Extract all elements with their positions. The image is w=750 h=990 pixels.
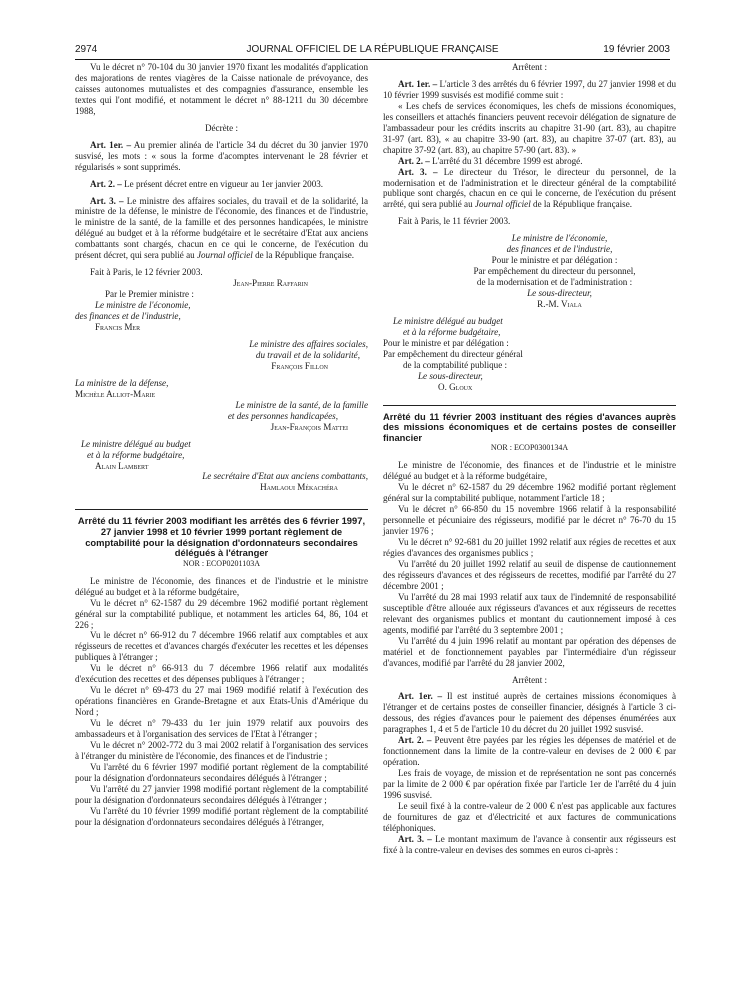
nor-reference: NOR : ECOP0300134A bbox=[490, 443, 569, 453]
signatory-title: du travail et de la solidarité, bbox=[255, 349, 360, 360]
signature-name: Alain Lambert bbox=[95, 460, 149, 471]
delegation-line: Par empêchement du directeur général bbox=[383, 348, 523, 359]
visa: Vu le décret n° 92-681 du 20 juillet 1992 relatif aux régies de recettes et aux régies d'avances des organismes publics ; bbox=[383, 537, 676, 559]
visa: Vu l'arrêté du 28 mai 1993 relatif aux taux de l'indemnité de responsabilité susceptible d'être allouée aux régisseurs d'avances et aux régisseurs de recettes relevant des organismes publics et montant du cautionnement imposé à ces agents, modifié par l'arrêté du 3 septembre 2001 ; bbox=[383, 591, 676, 635]
signature-name: O. Gloux bbox=[438, 381, 473, 392]
signatory-title: Le ministre de la santé, de la famille bbox=[235, 399, 368, 410]
visa: Vu l'arrêté du 10 février 1999 modifié portant règlement de la comptabilité pour la désignation d'ordonnateurs secondaires délégués à l'étranger, bbox=[75, 805, 368, 827]
visa: Vu l'arrêté du 4 juin 1996 relatif au montant par opération des dépenses de matériel et de fonctionnement payables par l'intermédiaire d'un régisseur d'avances, modifié par l'arrêté du 28 janvier 2002, bbox=[383, 635, 676, 668]
delegation-line: Pour le ministre et par délégation : bbox=[383, 337, 509, 348]
signatory-title: Le sous-directeur, bbox=[527, 288, 592, 299]
fait-date: Fait à Paris, le 11 février 2003. bbox=[398, 216, 511, 227]
issue-date: 19 février 2003 bbox=[603, 44, 670, 55]
journal-title: JOURNAL OFFICIEL DE LA RÉPUBLIQUE FRANÇAISE bbox=[246, 44, 499, 55]
visa: Vu le décret n° 62-1587 du 29 décembre 1962 modifié portant règlement général sur la comptabilité publique, notamment l'article 18 ; bbox=[383, 482, 676, 504]
paragraph: Le seuil fixé à la contre-valeur de 2 000 € n'est pas applicable aux factures de fournitures de gaz et d'électricité et aux factures de communications téléphoniques. bbox=[383, 801, 676, 833]
signature-name: Hamlaoui Mékachéra bbox=[260, 482, 338, 493]
left-column bbox=[75, 62, 368, 828]
article-2: Art. 2. – Peuvent être payées par les régies les dépenses de matériel et de fonctionnement dans la limite de la contre-valeur en devises de 2 000 € par opération. bbox=[383, 735, 676, 768]
visa: Vu le décret n° 66-850 du 15 novembre 1966 relatif à la responsabilité personnelle et pécuniaire des régisseurs, modifié par le décret n° 76-70 du 15 janvier 1976 ; bbox=[383, 504, 676, 537]
visa: Vu le décret n° 2002-772 du 3 mai 2002 relatif à l'organisation des services à l'étranger du ministère de l'économie, des finances et de l'industrie ; bbox=[75, 739, 368, 761]
article-2: Art. 2. – Le présent décret entre en vigueur au 1er janvier 2003. bbox=[90, 178, 324, 189]
signatory-title: Le sous-directeur, bbox=[418, 370, 483, 381]
article-1: Art. 1er. – Au premier alinéa de l'article 34 du décret du 30 janvier 1970 susvisé, les mots : « sous la forme d'acomptes intervenant le 28 février et régularisés » sont supprimés. bbox=[75, 139, 368, 172]
arretent-heading: Arrêtent : bbox=[511, 674, 548, 685]
signatory-title: Le secrétaire d'Etat aux anciens combattants, bbox=[202, 471, 368, 482]
nor-reference: NOR : ECOP0201103A bbox=[182, 558, 261, 568]
signatory-title: Le ministre des affaires sociales, bbox=[249, 338, 368, 349]
paragraph: Vu le décret n° 70-104 du 30 janvier 1970 fixant les modalités d'application des majorations de rentes viagères de la Caisse nationale de prévoyance, des caisses autonomes mutualistes et des compagnies d'assurance, ensemble les textes qui l'ont modifié, et notamment le décret n° 88-1211 du 30 décembre 1988, bbox=[75, 62, 368, 116]
signature-name: François Fillon bbox=[271, 360, 328, 371]
arretent-heading: Arrêtent : bbox=[511, 62, 548, 72]
signatory-title: et à la réforme budgétaire, bbox=[403, 326, 501, 337]
signatory-title: des finances et de l'industrie, bbox=[75, 311, 181, 322]
paragraph: Les frais de voyage, de mission et de représentation ne sont pas concernés par la limite de 2 000 € par opération fixée par l'article 1er de l'arrêté du 4 juin 1996 susvisé. bbox=[383, 768, 676, 801]
signatory-title: Le ministre délégué au budget bbox=[393, 316, 503, 327]
visa: Le ministre de l'économie, des finances et de l'industrie et le ministre délégué au budget et à la réforme budgétaire, bbox=[383, 460, 676, 482]
right-column bbox=[383, 62, 676, 856]
visa: Vu le décret n° 66-912 du 7 décembre 1966 relatif aux comptables et aux régisseurs de recettes et d'avances chargés d'exécuter les recettes et les dépenses publiques à l'étranger ; bbox=[75, 630, 368, 663]
signature-name: Jean-Pierre Raffarin bbox=[233, 278, 308, 289]
signatory-title: et des personnes handicapées, bbox=[227, 410, 338, 421]
article-3: Art. 3. – Le ministre des affaires sociales, du travail et de la solidarité, la ministre de la défense, le ministre de l'économie, des finances et de l'industrie, le ministre de la santé, de la famille et des personnes handicapées, le ministre délégué au budget et à la réforme budgétaire et le secrétaire d'Etat aux anciens combattants sont chargés, chacun en ce qui le concerne, de l'exécution du présent décret, qui sera publié au Journal officiel de la République française. bbox=[75, 195, 368, 261]
signature-name: R.-M. Viala bbox=[537, 299, 582, 310]
visa: Vu le décret n° 79-433 du 1er juin 1979 relatif aux pouvoirs des ambassadeurs et à l'organisation des services de l'Etat à l'étranger ; bbox=[75, 718, 368, 740]
fait-date: Fait à Paris, le 12 février 2003. bbox=[90, 267, 203, 278]
signatory-title: La ministre de la défense, bbox=[75, 377, 169, 388]
article-1-quote: « Les chefs de services économiques, les chefs de missions économiques, les conseillers et attachés financiers peuvent recevoir délégation de signature de l'ambassadeur pour les crédits inscrits au chapitre 31-90 (art. 83), au chapitre 31-97 (art. 83), « au chapitre 33-90 (art. 83), au chapitre 37-07 (art. 83), au chapitre 37-92 (art. 83), au chapitre 57-90 (art. 83). » bbox=[383, 100, 676, 155]
signatory-title: Le ministre de l'économie, bbox=[511, 233, 608, 244]
arrete-title: Arrêté du 11 février 2003 instituant des régies d'avances auprès des missions économiques et de certains postes de conseiller financier bbox=[383, 410, 676, 443]
signatory-title: Le ministre délégué au budget bbox=[81, 438, 191, 449]
visa: Vu l'arrêté du 6 février 1997 modifié portant règlement de la comptabilité pour la désignation d'ordonnateurs secondaires délégués à l'étranger ; bbox=[75, 761, 368, 783]
header-rule bbox=[75, 59, 670, 60]
visa: Vu l'arrêté du 27 janvier 1998 modifié portant règlement de la comptabilité pour la désignation d'ordonnateurs secondaires délégués à l'étranger ; bbox=[75, 783, 368, 805]
arrete-title: Arrêté du 11 février 2003 modifiant les arrêtés des 6 février 1997, 27 janvier 1998 et 10 février 1999 portant règlement de comptabilité pour la désignation d'ordonnateurs secondaires délégués à l'étranger bbox=[77, 515, 366, 559]
visa: Vu le décret n° 66-913 du 7 décembre 1966 relatif aux modalités d'exécution des recettes et des dépenses publiques à l'étranger ; bbox=[75, 663, 368, 685]
visa: Vu l'arrêté du 20 juillet 1992 relatif au seuil de dispense de cautionnement des régisseurs d'avances et des régisseurs de recettes, modifié par l'arrêté du 27 décembre 2001 ; bbox=[383, 559, 676, 591]
article-1: Art. 1er. – L'article 3 des arrêtés du 6 février 1997, du 27 janvier 1998 et du 10 février 1999 susvisés est modifié comme suit : bbox=[383, 78, 676, 100]
article-3: Art. 3. – Le montant maximum de l'avance à consentir aux régisseurs est fixé à la contre-valeur en devises des sommes en euros ci-après : bbox=[383, 833, 676, 855]
visa: Vu le décret n° 62-1587 du 29 décembre 1962 modifié portant règlement général sur la comptabilité publique, et notamment les articles 64, 86, 104 et 226 ; bbox=[75, 597, 368, 630]
delegation-line: de la modernisation et de l'administration : bbox=[476, 277, 633, 288]
page-number: 2974 bbox=[75, 44, 98, 55]
article-3: Art. 3. – Le directeur du Trésor, le directeur du personnel, de la modernisation et de l'administration et le directeur général de la comptabilité publique sont chargés, chacun en ce qui le concerne, de l'exécution du présent arrêté, qui sera publié au Journal officiel de la République française. bbox=[383, 166, 676, 210]
visa: Vu le décret n° 69-473 du 27 mai 1969 modifié relatif à l'exécution des opérations financières en Grande-Bretagne et aux Etats-Unis d'Amérique du Nord ; bbox=[75, 685, 368, 718]
par-premier-ministre: Par le Premier ministre : bbox=[105, 289, 194, 300]
signatory-title: et à la réforme budgétaire, bbox=[87, 449, 185, 460]
decrete-heading: Décrète : bbox=[204, 122, 239, 133]
signature-name: Michèle Alliot-Marie bbox=[75, 388, 156, 399]
page-header bbox=[75, 44, 670, 60]
article-2: Art. 2. – L'arrêté du 31 décembre 1999 est abrogé. bbox=[398, 155, 583, 166]
delegation-line: Par empêchement du directeur du personnel, bbox=[473, 266, 636, 277]
visa: Le ministre de l'économie, des finances et de l'industrie et le ministre délégué au budget et à la réforme budgétaire, bbox=[75, 575, 368, 597]
signatory-title: des finances et de l'industrie, bbox=[506, 244, 613, 255]
delegation-line: de la comptabilité publique : bbox=[403, 359, 508, 370]
signature-name: Francis Mer bbox=[95, 322, 141, 333]
signature-name: Jean-François Mattei bbox=[270, 421, 348, 432]
delegation-line: Pour le ministre et par délégation : bbox=[491, 255, 618, 266]
article-1: Art. 1er. – Il est institué auprès de certaines missions économiques à l'étranger et de certains postes de conseiller financier, désignés à l'article 3 ci-dessous, des régies d'avances pour le paiement des dépenses énumérées aux paragraphes 1, 4 et 5 de l'article 10 du décret du 20 juillet 1992 susvisé. bbox=[383, 691, 676, 735]
signatory-title: Le ministre de l'économie, bbox=[95, 300, 191, 311]
